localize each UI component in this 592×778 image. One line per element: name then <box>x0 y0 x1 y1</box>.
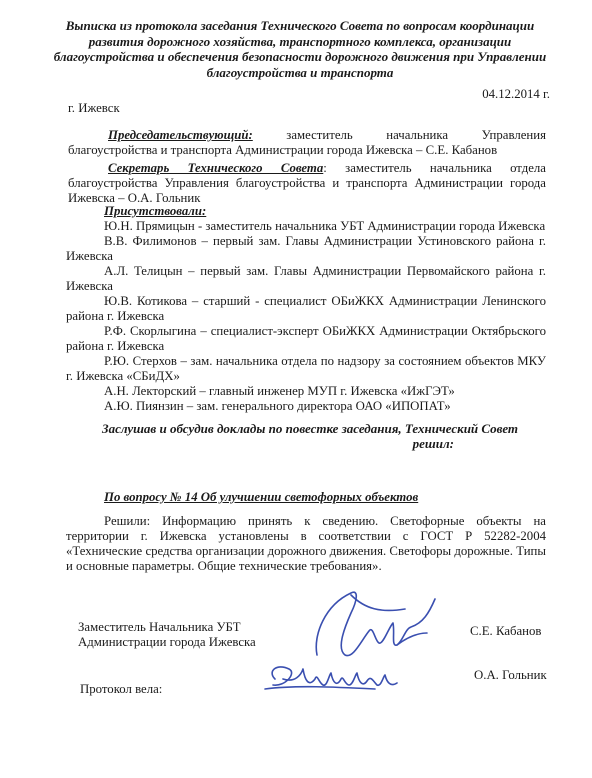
chair-label: Председательствующий: <box>108 128 253 142</box>
attendees-label: Присутствовали: <box>104 204 207 218</box>
document-date: 04.12.2014 г. <box>482 87 550 101</box>
attendee-item: Ю.В. Котикова – старший - специалист ОБиЖКХ Администрации Ленинского района г. Ижевска <box>66 294 546 323</box>
document-title: Выписка из протокола заседания Технического Совета по вопросам координации развития дорожного хозяйства, транспортного комплекса, организации благоустройства и обеспечения безопасности дорожного движения при Управлении благоустройства и транспорта <box>53 18 547 80</box>
chair-text: заместитель начальника Управления благоустройства и транспорта Администрации города Ижевска – С.Е. Кабанов <box>68 128 546 157</box>
protocol-label: Протокол вела: <box>80 682 163 696</box>
attendees-list <box>66 219 546 414</box>
position-line2: Администрации города Ижевска <box>78 635 256 649</box>
signer2-name: О.А. Гольник <box>474 668 547 682</box>
resolution-intro <box>90 421 530 451</box>
attendee-item: А.Л. Телицын – первый зам. Главы Администрации Первомайского района г. Ижевска <box>66 264 546 293</box>
attendee-item: А.Н. Лекторский – главный инженер МУП г. Ижевска «ИжГЭТ» <box>104 384 455 398</box>
position-line1: Заместитель Начальника УБТ <box>78 620 241 634</box>
document-city: г. Ижевск <box>68 101 120 115</box>
resolution-intro-line1: Заслушав и обсудив доклады по повестке заседания, Технический Совет <box>101 421 519 436</box>
secretary-label: Секретарь Технического Совета <box>108 161 324 175</box>
attendee-item: А.Ю. Пиянзин – зам. генерального директора ОАО «ИПОПАТ» <box>104 399 451 413</box>
resolution-intro-line2: решил: <box>412 436 454 451</box>
question-decision: Решили: Информацию принять к сведению. Светофорные объекты на территории г. Ижевска установлены в соответствии с ГОСТ Р 52282-2004 «Технические средства организации дорожного движения. Светофоры дорожные. Типы и основные параметры. Общие технические требования». <box>66 514 546 573</box>
attendee-item: Ю.Н. Прямицын - заместитель начальника УБТ Администрации города Ижевска <box>104 219 546 233</box>
attendee-item: Р.Ю. Стерхов – зам. начальника отдела по надзору за состоянием объектов МКУ г. Ижевска «СБиДХ» <box>66 354 546 383</box>
attendee-item: Р.Ф. Скорлыгина – специалист-эксперт ОБиЖКХ Администрации Октябрьского района г. Ижевска <box>66 324 546 353</box>
handwritten-signature <box>255 583 455 713</box>
chair-paragraph <box>68 128 546 158</box>
secretary-text: : заместитель начальника отдела благоустройства Управления благоустройства и транспорта Администрации города Ижевска – О.А. Гольник <box>68 161 546 205</box>
attendee-item: В.В. Филимонов – первый зам. Главы Администрации Устиновского района г. Ижевска <box>66 234 546 263</box>
signer1-name: С.Е. Кабанов <box>470 624 542 638</box>
secretary-paragraph <box>68 161 546 206</box>
signature-position <box>78 620 256 650</box>
question-heading: По вопросу № 14 Об улучшении светофорных объектов <box>104 490 419 504</box>
